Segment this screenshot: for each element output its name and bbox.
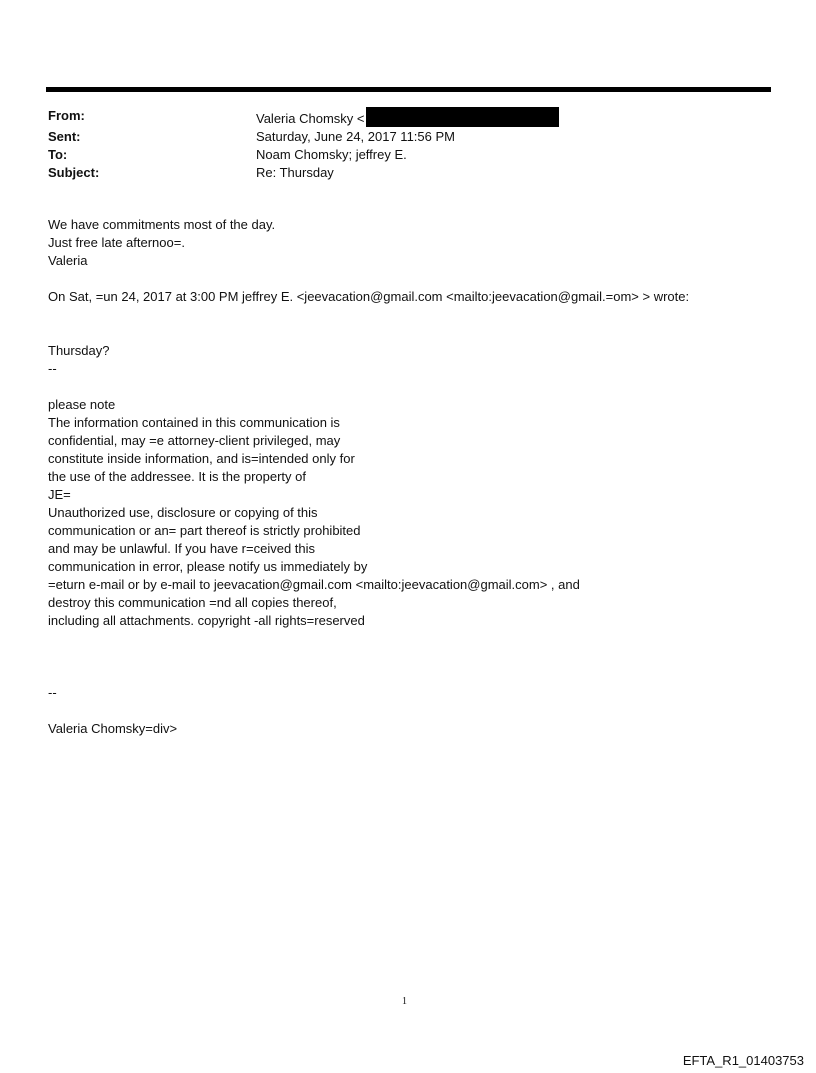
header-divider (46, 87, 771, 92)
from-value (256, 107, 559, 128)
disclaimer-line: including all attachments. copyright -all rights=reserved (48, 613, 365, 628)
quoted-sig-separator: -- (48, 361, 57, 376)
page-number: 1 (402, 996, 407, 1007)
subject-label: Subject: (48, 165, 100, 180)
quoted-message: Thursday? (48, 343, 110, 358)
disclaimer-line: JE= (48, 487, 71, 502)
disclaimer-line: the use of the addressee. It is the property of (48, 469, 306, 484)
sent-label: Sent: (48, 129, 81, 144)
disclaimer-line: confidential, may =e attorney-client privileged, may (48, 433, 341, 448)
from-sender: Valeria Chomsky < (256, 111, 365, 126)
subject-value: Re: Thursday (256, 165, 334, 180)
reply-line: Just free late afternoo=. (48, 235, 185, 250)
sent-row (48, 128, 559, 146)
from-label: From: (48, 108, 85, 123)
disclaimer-line: The information contained in this communication is (48, 415, 340, 430)
redaction-box (366, 107, 559, 127)
to-label: To: (48, 147, 68, 162)
bates-number: EFTA_R1_01403753 (682, 1053, 804, 1068)
to-value: Noam Chomsky; jeffrey E. (256, 147, 407, 162)
signature-separator: -- (48, 685, 57, 700)
reply-line: We have commitments most of the day. (48, 217, 276, 232)
disclaimer-line: communication or an= part thereof is strictly prohibited (48, 523, 361, 538)
disclaimer-line: destroy this communication =nd all copies thereof, (48, 595, 337, 610)
signature: Valeria Chomsky=div> (48, 721, 178, 736)
disclaimer-line: communication in error, please notify us immediately by (48, 559, 368, 574)
to-row (48, 146, 559, 164)
quote-intro: On Sat, =un 24, 2017 at 3:00 PM jeffrey E. <jeevacation@gmail.com <mailto:jeevacation@gmail.=om> > wrote: (48, 289, 690, 304)
disclaimer-line: =eturn e-mail or by e-mail to jeevacation@gmail.com <mailto:jeevacation@gmail.com> , and (48, 577, 580, 592)
note-title: please note (48, 397, 116, 412)
email-header (48, 107, 559, 182)
sent-value: Saturday, June 24, 2017 11:56 PM (256, 129, 455, 144)
email-body (48, 216, 778, 738)
reply-line: Valeria (48, 253, 88, 268)
disclaimer-line: and may be unlawful. If you have r=ceived this (48, 541, 316, 556)
subject-row (48, 164, 559, 182)
from-row (48, 107, 559, 128)
disclaimer-line: constitute inside information, and is=intended only for (48, 451, 355, 466)
disclaimer-line: Unauthorized use, disclosure or copying of this (48, 505, 318, 520)
